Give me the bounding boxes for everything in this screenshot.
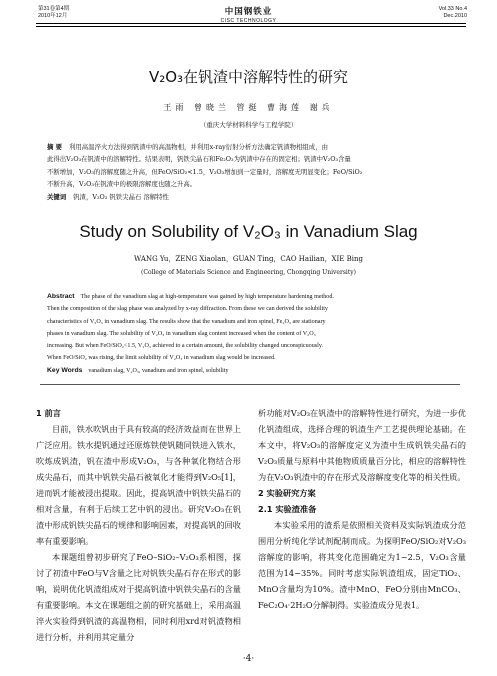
body-column-right — [258, 405, 466, 613]
abstract-label-en: Abstract — [47, 293, 75, 300]
abstract-cn-line: 不断升高，V₂O₃在钒渣中的极限溶解度也随之升高。 — [47, 180, 197, 189]
paper-title-cn: V₂O₃在钒渣中溶解特性的研究 — [148, 68, 349, 86]
abstract-en-line: When FeO/SiO₂ was rising, the limit solubility of V₂O₃ in vanadium slag would be increased. — [47, 355, 276, 362]
abstract-en-line: characteristics of V₂O₃ in vanadium slag. The results show that the vanadium and iron spinel, Fe₂O₃ are stationary — [47, 318, 326, 325]
body-paragraph: 本实验采用的渣系是依照相关资料及实际钒渣成分范围用分析纯化学试剂配制而成。为探明FeO/SiO₂对V₂O₃溶解度的影响，将其变化范围确定为1~2.5，V₂O₃含量范围为14~35%。同时考虑实际钒渣组成，固定TiO₂、MnO含量均为10%。渣中MnO、FeO分别由MnCO₃、FeC₂O₄·2H₂O分解制得。实验渣成分见表1。 — [258, 520, 466, 610]
journal-volume: 第31卷第4期 — [38, 6, 70, 12]
abstract-en-line: phases in vanadium slag. The solubility of V₂O₃ in vanadium slag content increased when the content of V₂O₃ — [47, 330, 316, 337]
subsection-heading: 2.1 实验渣准备 — [258, 504, 317, 514]
abstract-en-line: increasing. But when FeO/SiO₂<1.5, V₂O₃ achieved to a certain amount, the solubility changed unconspicuously. — [47, 343, 324, 350]
page-number: ·4· — [242, 654, 255, 664]
authors-cn: 王雨 曾晓兰 管挺 曹海莲 谢兵 — [163, 103, 334, 112]
header-rule-thin — [36, 26, 466, 27]
journal-date: 2010年12月 — [38, 12, 68, 19]
abstract-cn-line: 此得出V₂O₃在钒渣中的溶解特性。结果表明，钒铁尖晶石和Fe₂O₃为钒渣中存在的固定相；钒渣中V₂O₃含量 — [47, 155, 351, 164]
paper-title-en: Study on Solubility of V₂O₃ in Vanadium Slag — [79, 222, 418, 241]
abstract-en-line: Then the composition of the slag phase was analyzed by x-ray diffraction. From these we can derived the solubility — [47, 306, 328, 313]
body-paragraph: 本课题组曾初步研究了FeO–SiO₂–V₂O₃系相图，探讨了初渣中FeO与V含量之比对钒铁尖晶石存在形式的影响，说明优化钒渣组成对于提高钒渣中钒铁尖晶石的含量有重要影响。本文在课题组之前的研究基础上，采用高温淬火实验得到钒渣的高温物相，同时利用xrd对钒渣物相进行分析，并利用其定量分 — [36, 552, 241, 642]
journal-volume-en: Vol.33 No.4 — [438, 6, 467, 12]
abstract-cn-line: 不断增加，V₂O₃的溶解度随之升高，但FeO/SiO₂<1.5，V₂O₃增加到一定量时，溶解度无明显变化；FeO/SiO₂ — [47, 167, 363, 176]
section-heading: 2 实验研究方案 — [258, 488, 316, 498]
keywords-label-en: Key Words — [47, 366, 83, 374]
journal-name-en: CISC TECHNOLOGY — [220, 18, 277, 24]
affiliation-cn: （重庆大学材料科学与工程学院） — [199, 121, 298, 129]
body-paragraph: 目前，铁水吹钒由于具有较高的经济效益而在世界上广泛应用。铁水提钒通过还原炼铁使钒随同铁进入铁水，吹炼成钒渣，钒在渣中形成V₂O₃，与各种氧化物结合形成尖晶石，而其中钒铁尖晶石被氧化才能得到V₂O₅[1]，进而钒才能被浸出提取。因此，提高钒渣中钒铁尖晶石的相对含量，有利于后续工艺中钒的浸出。研究V₂O₃在钒渣中形成钒铁尖晶石的规律和影响因素，对提高钒的回收率有重要影响。 — [36, 424, 241, 546]
abstract-divider — [40, 384, 460, 385]
abstract-en — [47, 291, 452, 377]
keywords-label-cn: 关键词 — [47, 192, 67, 201]
keywords-en: vanadium slag, V₂O₃, vanadium and iron spinel, solubility — [88, 367, 229, 374]
body-paragraph: 析功能对V₂O₃在钒渣中的溶解特性进行研究，为进一步优化钒渣组成，选择合理的钒渣生产工艺提供理论基础。在本文中，将V₂O₃的溶解度定义为渣中生成钒铁尖晶石的V₂O₃质量与原料中其他物质质量百分比，相应的溶解特性为在V₂O₃钒渣中的存在形式及溶解度变化等的相关性质。 — [258, 408, 466, 482]
header-rule — [36, 23, 466, 24]
section-heading: 1 前言 — [36, 408, 61, 418]
abstract-en-line: The phase of the vanadium slag at high-temperature was gained by high temperature hardening method. — [80, 294, 334, 300]
abstract-cn — [47, 141, 452, 203]
abstract-label-cn: 摘 要 — [47, 143, 63, 151]
affiliation-en: (College of Materials Science and Engineering, Chongqing University) — [141, 269, 356, 276]
journal-brand — [0, 5, 497, 24]
journal-logo-cn: 中国钢铁业 — [224, 7, 273, 17]
journal-date-en: Dec.2010 — [443, 12, 467, 19]
abstract-cn-line: 利用高温淬火方法得到钒渣中的高温物相，并利用x-ray衍射分析方法确定钒渣物相组成，由 — [69, 143, 328, 151]
keywords-cn: 钒渣，V₂O₃ 钒铁尖晶石 溶解特性 — [73, 192, 169, 201]
journal-issue-en — [439, 6, 467, 19]
body-column-left — [36, 405, 241, 645]
authors-en: WANG Yu，ZENG Xiaolan，GUAN Ting，CAO Hailian，XIE Bing — [134, 255, 363, 263]
